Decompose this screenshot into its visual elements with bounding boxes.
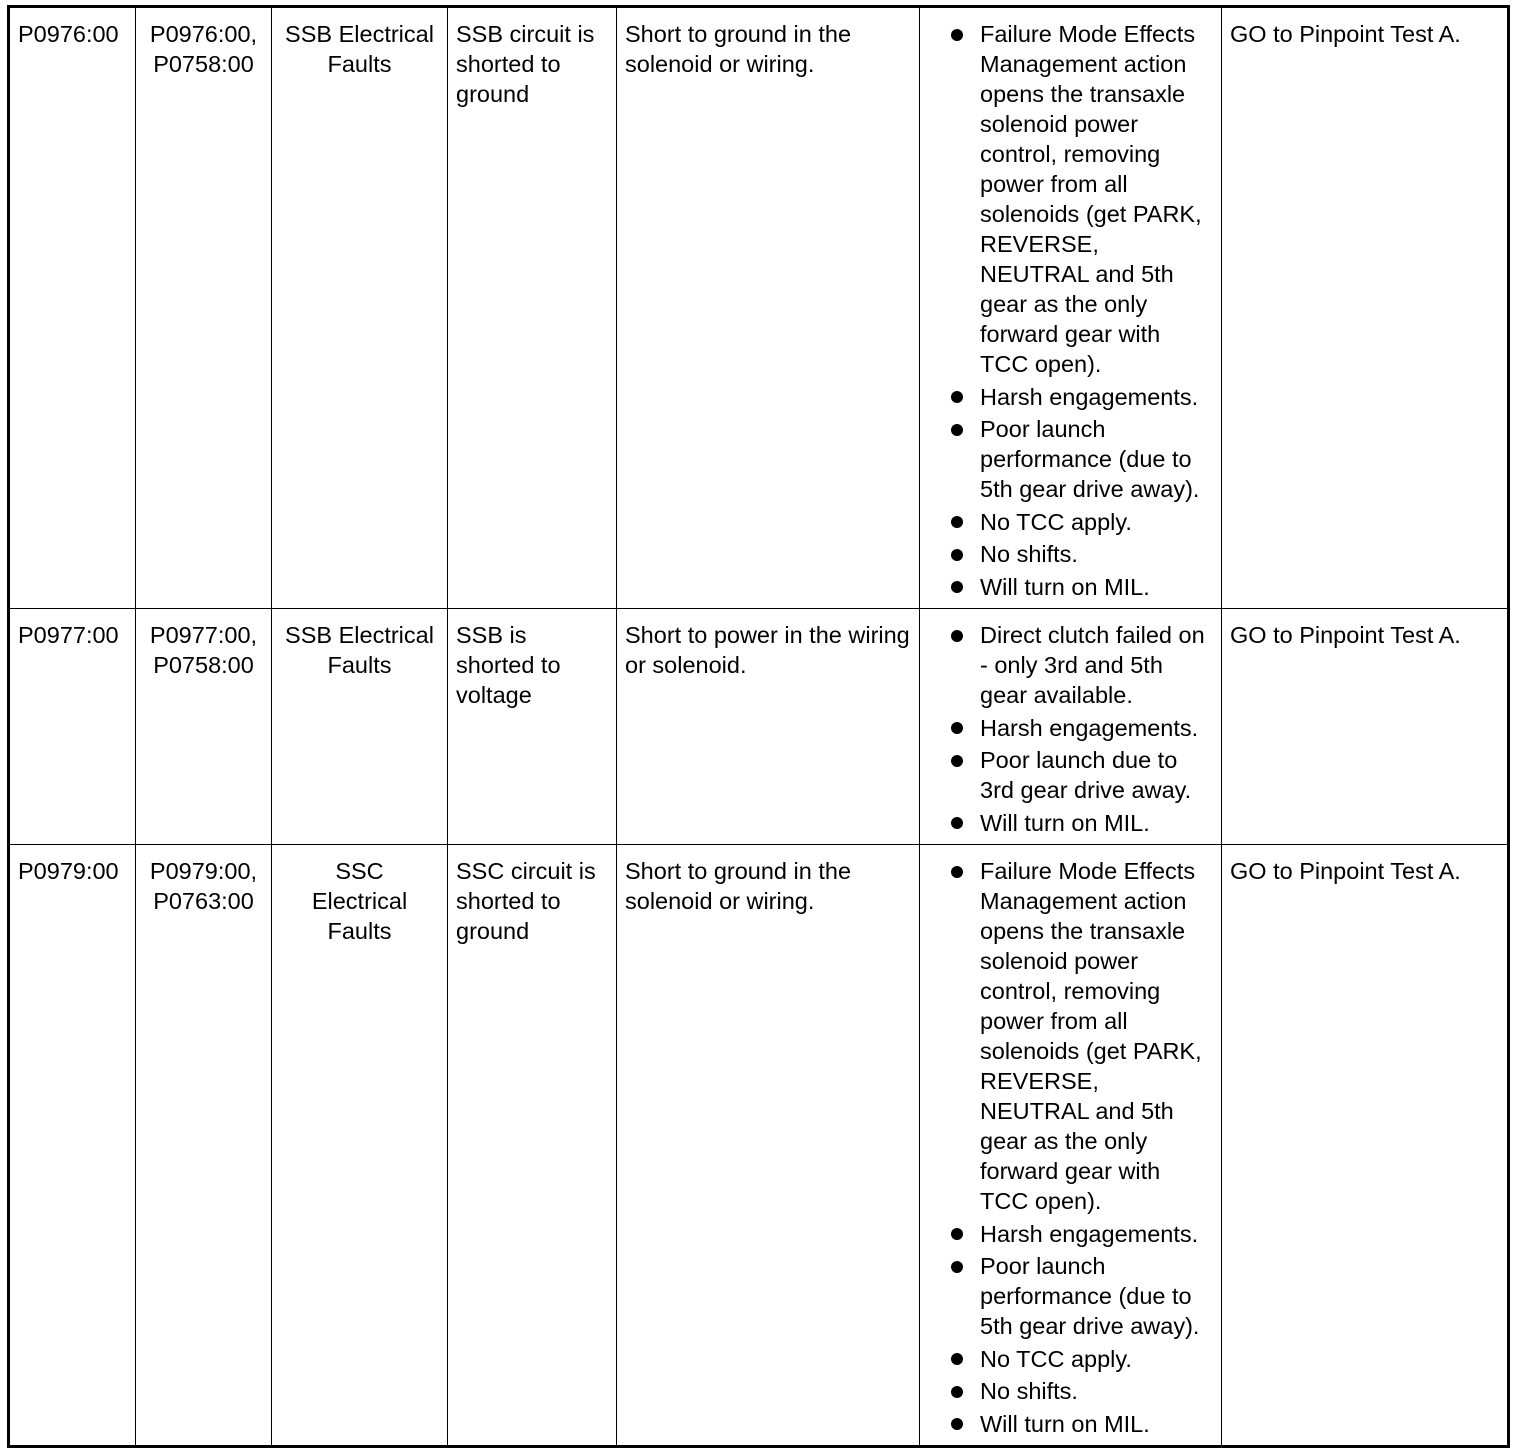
related-code: P0758:00: [153, 652, 254, 678]
dtc-code: P0976:00: [18, 21, 119, 47]
description-line: Faults: [327, 652, 392, 678]
symptom-item: No TCC apply.: [928, 507, 1213, 537]
related-code: P0977:00,: [149, 622, 258, 648]
symptom-item: No shifts.: [928, 1376, 1213, 1406]
dtc-code-cell: [9, 7, 136, 609]
symptom-item: Poor launch due to 3rd gear drive away.: [928, 745, 1213, 805]
description-line: SSB Electrical: [285, 21, 434, 47]
action-text: GO to Pinpoint Test A.: [1230, 21, 1461, 47]
symptom-item: Harsh engagements.: [928, 382, 1213, 412]
symptom-item: Will turn on MIL.: [928, 808, 1213, 838]
symptom-item: Failure Mode Effects Management action opens the transaxle solenoid power control, removing power from all solenoids (get PARK, REVERSE, NEUTRAL and 5th gear as the only forward gear with TCC open).: [928, 856, 1213, 1216]
dtc-code: P0979:00: [18, 858, 119, 884]
description-line: Faults: [327, 51, 392, 77]
cause-text: Short to ground in the solenoid or wiring.: [625, 858, 852, 914]
description-cell: [272, 7, 448, 609]
symptom-item: Harsh engagements.: [928, 1219, 1213, 1249]
table-row: [9, 609, 1509, 845]
cause-cell: [617, 609, 920, 845]
related-code: P0763:00: [153, 888, 254, 914]
symptoms-cell: [920, 7, 1222, 609]
cause-text: Short to ground in the solenoid or wiring.: [625, 21, 852, 77]
dtc-code: P0977:00: [18, 622, 119, 648]
symptom-item: Will turn on MIL.: [928, 572, 1213, 602]
symptom-item: Poor launch performance (due to 5th gear drive away).: [928, 1251, 1213, 1341]
table-row: [9, 845, 1509, 1447]
description-line: Faults: [327, 918, 392, 944]
related-codes-cell: [136, 609, 272, 845]
symptom-item: No TCC apply.: [928, 1344, 1213, 1374]
dtc-code-cell: [9, 845, 136, 1447]
symptoms-cell: [920, 609, 1222, 845]
description-line: SSB Electrical: [285, 622, 434, 648]
related-codes-cell: [136, 7, 272, 609]
action-cell: [1222, 7, 1509, 609]
symptom-item: Poor launch performance (due to 5th gear drive away).: [928, 414, 1213, 504]
action-cell: [1222, 845, 1509, 1447]
description-line: SSC: [335, 858, 384, 884]
cause-cell: [617, 7, 920, 609]
condition-text: SSB is shorted to voltage: [456, 622, 561, 708]
symptom-item: Harsh engagements.: [928, 713, 1213, 743]
related-codes-cell: [136, 845, 272, 1447]
symptom-item: Failure Mode Effects Management action opens the transaxle solenoid power control, removing power from all solenoids (get PARK, REVERSE, NEUTRAL and 5th gear as the only forward gear with TCC open).: [928, 19, 1213, 379]
symptom-item: Direct clutch failed on - only 3rd and 5th gear available.: [928, 620, 1213, 710]
condition-cell: [448, 845, 617, 1447]
description-line: Electrical: [311, 888, 408, 914]
table-row: [9, 7, 1509, 609]
dtc-table: [7, 5, 1510, 1448]
related-code: P0979:00,: [149, 858, 258, 884]
symptom-item: No shifts.: [928, 539, 1213, 569]
cause-cell: [617, 845, 920, 1447]
condition-text: SSC circuit is shorted to ground: [456, 858, 596, 944]
condition-cell: [448, 7, 617, 609]
symptoms-cell: [920, 845, 1222, 1447]
action-text: GO to Pinpoint Test A.: [1230, 858, 1461, 884]
symptoms-list: [928, 620, 1213, 838]
action-text: GO to Pinpoint Test A.: [1230, 622, 1461, 648]
description-cell: [272, 845, 448, 1447]
symptom-item: Will turn on MIL.: [928, 1409, 1213, 1439]
dtc-code-cell: [9, 609, 136, 845]
symptoms-list: [928, 856, 1213, 1439]
symptoms-list: [928, 19, 1213, 602]
related-code: P0758:00: [153, 51, 254, 77]
description-cell: [272, 609, 448, 845]
condition-text: SSB circuit is shorted to ground: [456, 21, 595, 107]
cause-text: Short to power in the wiring or solenoid.: [625, 622, 910, 678]
action-cell: [1222, 609, 1509, 845]
condition-cell: [448, 609, 617, 845]
related-code: P0976:00,: [149, 21, 258, 47]
